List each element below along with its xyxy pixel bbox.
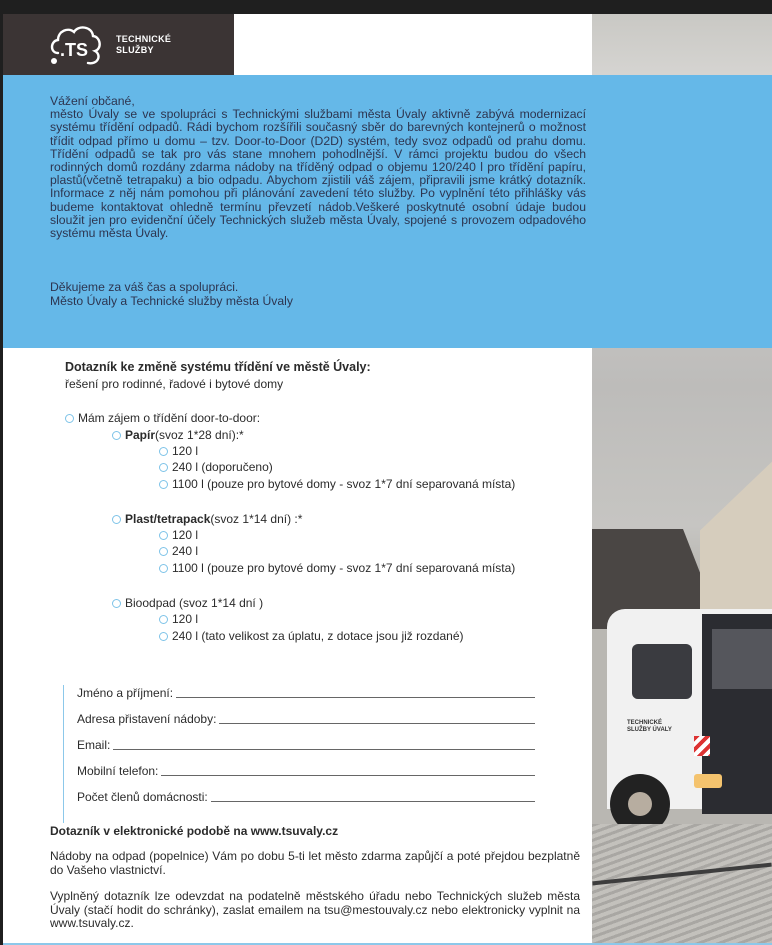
option-label: 1100 l (pouze pro bytové domy - svoz 1*7 dní separovaná místa): [172, 561, 516, 575]
contact-fields: [63, 685, 534, 823]
email-input-line[interactable]: [113, 737, 535, 750]
form-title: Dotazník ke změně systému třídění ve městě Úvaly:: [65, 360, 371, 374]
truck-window: [632, 644, 692, 699]
option-plastic[interactable]: [112, 512, 302, 527]
address-field[interactable]: [77, 711, 535, 726]
svg-text:.TS: .TS: [60, 39, 89, 60]
field-label: Adresa přistavení nádoby:: [77, 712, 217, 726]
option-label: 120 l: [172, 444, 199, 458]
intro-body: město Úvaly se ve spolupráci s Technickými službami města Úvaly aktivně zabývá modernizací systému třídění odpadů. Rádi bychom rozšířili současný sběr do barevných kontejnerů o možnost třídit odpad přímo u domu – tzv. Door-to-Door (D2D) systém, tedy svoz odpadů od prahu domu. Třídění odpadů se tak pro vás stane mnohem pohodlnější. V rámci projektu budou do všech rodinných domů rozdány zdarma nádoby na tříděný odpad o objemu 120/240 l pro třídění papíru, plastů(včetně tetrapaku) a bio odpadu. Abychom zjistili váš zájem, připravili jsme krátký dotazník. Informace z něj nám pomohou při plánování zavedení této služby. Po vyplnění této přihlášky vás budeme kontaktovat ohledně termínu převzetí nádob.Veškeré poskytnuté osobní údaje budou sloužit jen pro evidenční účely Technických služeb města Úvaly, spojené s provozem odpadového systému města Úvaly.: [50, 107, 586, 241]
radio-icon[interactable]: [159, 480, 168, 489]
submit-note: Vyplněný dotazník lze odevzdat na podatelně městského úřadu nebo Technických služeb města Úvaly (stačí hodit do schránky), zaslat emailem na tsu@mestouvaly.cz nebo elektronicky vyplnit na www.tsuvaly.cz.: [50, 889, 580, 930]
option-label: 1100 l (pouze pro bytové domy - svoz 1*7 dní separovaná místa): [172, 477, 516, 491]
field-label: Počet členů domácnosti:: [77, 790, 208, 804]
greeting: Vážení občané,: [50, 94, 135, 108]
radio-icon[interactable]: [159, 632, 168, 641]
truck-windshield: [712, 629, 772, 689]
form-subtitle: řešení pro rodinné, řadové i bytové domy: [65, 377, 284, 391]
truck-label-line1: TECHNICKÉ: [627, 720, 663, 726]
radio-icon[interactable]: [112, 431, 121, 440]
radio-icon[interactable]: [159, 531, 168, 540]
option-label: 120 l: [172, 612, 199, 626]
radio-icon[interactable]: [159, 447, 168, 456]
radio-icon[interactable]: [159, 615, 168, 624]
logo-text: [116, 34, 171, 56]
radio-icon[interactable]: [112, 515, 121, 524]
thanks-line2: Město Úvaly a Technické služby města Úvaly: [50, 293, 293, 308]
logo-line2: SLUŽBY: [116, 44, 154, 55]
option-detail: (svoz 1*14 dní) :*: [210, 512, 303, 526]
electronic-form-title: Dotazník v elektronické podobě na www.tsuvaly.cz: [50, 824, 339, 838]
truck-headlight: [694, 774, 722, 788]
radio-icon[interactable]: [159, 547, 168, 556]
field-label: Mobilní telefon:: [77, 764, 159, 778]
option-plastic-120[interactable]: [159, 528, 198, 543]
option-paper[interactable]: [112, 428, 244, 443]
option-label: Mám zájem o třídění door-to-door:: [78, 411, 261, 425]
household-input-line[interactable]: [211, 789, 535, 802]
logo-line1: TECHNICKÉ: [116, 33, 172, 44]
option-label-bold: Plast/tetrapack: [125, 512, 211, 526]
road-surface: [592, 824, 772, 945]
option-bio[interactable]: [112, 596, 263, 611]
household-size-field[interactable]: [77, 789, 535, 804]
phone-field[interactable]: [77, 763, 535, 778]
option-bio-120[interactable]: [159, 612, 198, 627]
option-detail: (svoz 1*28 dní):*: [155, 428, 244, 442]
warning-stripes: [694, 736, 710, 756]
radio-icon[interactable]: [65, 414, 74, 423]
containers-note: Nádoby na odpad (popelnice) Vám po dobu 5-ti let město zdarma zapůjčí a poté přejdou bezplatně do Vašeho vlastnictví.: [50, 849, 580, 877]
phone-input-line[interactable]: [161, 763, 535, 776]
truck-label: [627, 720, 672, 734]
house-shape: [700, 454, 772, 624]
radio-icon[interactable]: [112, 599, 121, 608]
option-label-bold: Papír: [125, 428, 156, 442]
email-field[interactable]: [77, 737, 535, 752]
option-label: 240 l: [172, 544, 199, 558]
ts-cloud-logo-icon: [48, 23, 104, 67]
field-label: Jméno a příjmení:: [77, 686, 174, 700]
option-paper-1100[interactable]: [159, 477, 515, 492]
radio-icon[interactable]: [159, 564, 168, 573]
field-label: Email:: [77, 738, 111, 752]
option-plastic-1100[interactable]: [159, 561, 515, 576]
option-plastic-240[interactable]: [159, 544, 198, 559]
intro-text: [50, 95, 586, 240]
intro-band: [3, 75, 772, 348]
thanks-line1: Děkujeme za váš čas a spolupráci.: [50, 280, 239, 294]
option-label: 240 l (tato velikost za úplatu, z dotace jsou již rozdané): [172, 629, 464, 643]
name-field[interactable]: [77, 685, 535, 700]
option-door-to-door[interactable]: [65, 411, 260, 426]
address-input-line[interactable]: [219, 711, 535, 724]
option-paper-120[interactable]: [159, 444, 198, 459]
option-label: 120 l: [172, 528, 199, 542]
thanks-block: [50, 281, 293, 308]
radio-icon[interactable]: [159, 463, 168, 472]
logo-bar: [3, 14, 234, 75]
option-paper-240[interactable]: [159, 460, 273, 475]
option-bio-240[interactable]: [159, 629, 464, 644]
option-label: 240 l (doporučeno): [172, 460, 273, 474]
option-label: Bioodpad (svoz 1*14 dní ): [125, 596, 264, 610]
name-input-line[interactable]: [176, 685, 535, 698]
document-page: [3, 14, 772, 945]
truck-label-line2: SLUŽBY ÚVALY: [627, 727, 672, 733]
